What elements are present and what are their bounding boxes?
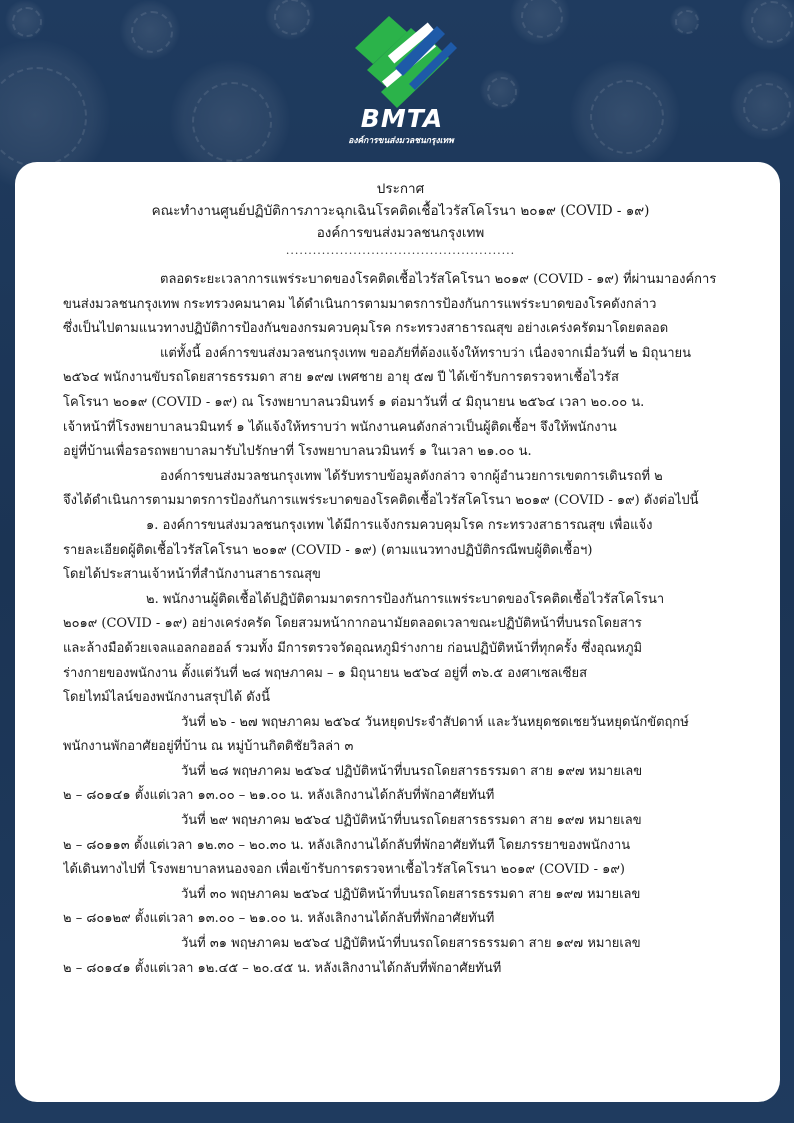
- body-line: พนักงานพักอาศัยอยู่ที่บ้าน ณ หมู่บ้านกิตติชัยวิลล่า ๓: [63, 739, 354, 755]
- body-line: ๒ – ๘๐๑๒๙ ตั้งแต่เวลา ๑๓.๐๐ – ๒๑.๐๐ น. หลังเลิกงานได้กลับที่พักอาศัยทันที: [63, 911, 495, 927]
- body-line: เจ้าหน้าที่โรงพยาบาลนวมินทร์ ๑ ได้แจ้งให้ทราบว่า พนักงานคนดังกล่าวเป็นผู้ติดเชื้อฯ จึงให้พนักงาน: [63, 419, 617, 435]
- body-line: ๒ – ๘๐๑๑๓ ตั้งแต่เวลา ๑๒.๓๐ – ๒๐.๓๐ น. หลังเลิกงานได้กลับที่พักอาศัยทันที โดยภรรยาของพนักงาน: [63, 837, 631, 853]
- announcement-heading: [63, 178, 738, 244]
- body-line: วันที่ ๒๙ พฤษภาคม ๒๕๖๔ ปฏิบัติหน้าที่บนรถโดยสารธรรมดา สาย ๑๙๗ หมายเลข: [181, 813, 642, 829]
- body-line: ๒ – ๘๐๑๔๑ ตั้งแต่เวลา ๑๒.๔๕ – ๒๐.๔๕ น. หลังเลิกงานได้กลับที่พักอาศัยทันที: [63, 960, 502, 976]
- body-line: อยู่ที่บ้านเพื่อรอรถพยาบาลมารับไปรักษาที่ โรงพยาบาลนวมินทร์ ๑ ในเวลา ๒๑.๐๐ น.: [63, 444, 532, 460]
- body-line: ร่างกายของพนักงาน ตั้งแต่วันที่ ๒๘ พฤษภาคม – ๑ มิถุนายน ๒๕๖๔ อยู่ที่ ๓๖.๕ องศาเซลเซียส: [63, 665, 587, 681]
- separator: ...................................................: [285, 244, 516, 257]
- virus-decoration-icon: [670, 5, 700, 35]
- body-line: ๒๐๑๙ (COVID - ๑๙) อย่างเคร่งครัด โดยสวมหน้ากากอนามัยตลอดเวลาขณะปฏิบัติหน้าที่บนรถโดยสาร: [63, 616, 642, 632]
- body-line: ขนส่งมวลชนกรุงเทพ กระทรวงคมนาคม ได้ดำเนินการตามมาตรการป้องกันการแพร่ระบาดของโรคดังกล่าว: [63, 296, 657, 312]
- body-line: ตลอดระยะเวลาการแพร่ระบาดของโรคติดเชื้อไวรัสโคโรนา ๒๐๑๙ (COVID - ๑๙) ที่ผ่านมาองค์การ: [160, 272, 717, 287]
- virus-decoration-icon: [740, 0, 794, 50]
- body-line: วันที่ ๒๖ - ๒๗ พฤษภาคม ๒๕๖๔ วันหยุดประจำสัปดาห์ และวันหยุดชดเชยวันหยุดนักขัตฤกษ์: [181, 714, 689, 730]
- body-line: องค์การขนส่งมวลชนกรุงเทพ ได้รับทราบข้อมูลดังกล่าว จากผู้อำนวยการเขตการเดินรถที่ ๒: [160, 468, 663, 484]
- body-line: ๑. องค์การขนส่งมวลชนกรุงเทพ ได้มีการแจ้งกรมควบคุมโรค กระทรวงสาธารณสุข เพื่อแจ้ง: [146, 517, 653, 533]
- virus-decoration-icon: [120, 0, 180, 60]
- body-line: และล้างมือด้วยเจลแอลกอฮอล์ รวมทั้ง มีการตรวจวัดอุณหภูมิร่างกาย ก่อนปฏิบัติหน้าที่ทุกครั้ง ซึ่งอุณหภูมิ: [63, 640, 643, 656]
- body-line: วันที่ ๒๘ พฤษภาคม ๒๕๖๔ ปฏิบัติหน้าที่บนรถโดยสารธรรมดา สาย ๑๙๗ หมายเลข: [181, 763, 643, 779]
- body-line: โดยได้ประสานเจ้าหน้าที่สำนักงานสาธารณสุข: [63, 567, 321, 583]
- logo-text: BMTA: [360, 104, 444, 133]
- virus-decoration-icon: [510, 0, 570, 45]
- heading-line: คณะทำงานศูนย์ปฏิบัติการภาวะฉุกเฉินโรคติดเชื้อไวรัสโคโรนา ๒๐๑๙ (COVID - ๑๙): [151, 203, 650, 219]
- body-line: ได้เดินทางไปที่ โรงพยาบาลหนองจอก เพื่อเข้ารับการตรวจหาเชื้อไวรัสโคโรนา ๒๐๑๙ (COVID - ๑๙): [63, 862, 625, 878]
- body-line: จึงได้ดำเนินการตามมาตรการป้องกันการแพร่ระบาดของโรคติดเชื้อไวรัสโคโรนา ๒๐๑๙ (COVID - ๑๙) ดังต่อไปนี้: [63, 493, 699, 509]
- body-line: ๒ – ๘๐๑๔๑ ตั้งแต่เวลา ๑๓.๐๐ – ๒๑.๐๐ น. หลังเลิกงานได้กลับที่พักอาศัยทันที: [63, 788, 495, 804]
- heading-line: องค์การขนส่งมวลชนกรุงเทพ: [316, 225, 485, 241]
- heading-line: ประกาศ: [376, 181, 425, 197]
- body-line: ๒. พนักงานผู้ติดเชื้อได้ปฏิบัติตามมาตรการป้องกันการแพร่ระบาดของโรคติดเชื้อไวรัสโคโรนา: [146, 591, 665, 607]
- body-line: วันที่ ๓๐ พฤษภาคม ๒๕๖๔ ปฏิบัติหน้าที่บนรถโดยสารธรรมดา สาย ๑๙๗ หมายเลข: [181, 886, 641, 902]
- virus-decoration-icon: [730, 70, 794, 140]
- virus-decoration-icon: [265, 0, 315, 40]
- virus-decoration-icon: [570, 60, 680, 170]
- announcement-card: [15, 162, 780, 1102]
- virus-decoration-icon: [5, 0, 45, 40]
- body-line: รายละเอียดผู้ติดเชื้อไวรัสโคโรนา ๒๐๑๙ (COVID - ๑๙) (ตามแนวทางปฏิบัติกรณีพบผู้ติดเชื้อฯ): [63, 542, 593, 558]
- body-line: โคโรนา ๒๐๑๙ (COVID - ๑๙) ณ โรงพยาบาลนวมินทร์ ๑ ต่อมาวันที่ ๔ มิถุนายน ๒๕๖๔ เวลา ๒๐.๐๐ น.: [63, 394, 645, 410]
- logo-subtext: องค์การขนส่งมวลชนกรุงเทพ: [348, 136, 454, 146]
- body-line: ซึ่งเป็นไปตามแนวทางปฏิบัติการป้องกันของกรมควบคุมโรค กระทรวงสาธารณสุข อย่างเคร่งครัดมาโดยตลอด: [63, 321, 669, 337]
- body-line: วันที่ ๓๑ พฤษภาคม ๒๕๖๔ ปฏิบัติหน้าที่บนรถโดยสารธรรมดา สาย ๑๙๗ หมายเลข: [181, 936, 641, 952]
- body-line: ๒๕๖๔ พนักงานขับรถโดยสารธรรมดา สาย ๑๙๗ เพศชาย อายุ ๕๗ ปี ได้เข้ารับการตรวจหาเชื้อไวรัส: [63, 370, 619, 386]
- virus-decoration-icon: [480, 70, 520, 110]
- body-line: แต่ทั้งนี้ องค์การขนส่งมวลชนกรุงเทพ ขออภัยที่ต้องแจ้งให้ทราบว่า เนื่องจากเมื่อวันที่ ๒ มิถุนายน: [160, 345, 692, 361]
- body-line: โดยไทม์ไลน์ของพนักงานสรุปได้ ดังนี้: [63, 690, 270, 706]
